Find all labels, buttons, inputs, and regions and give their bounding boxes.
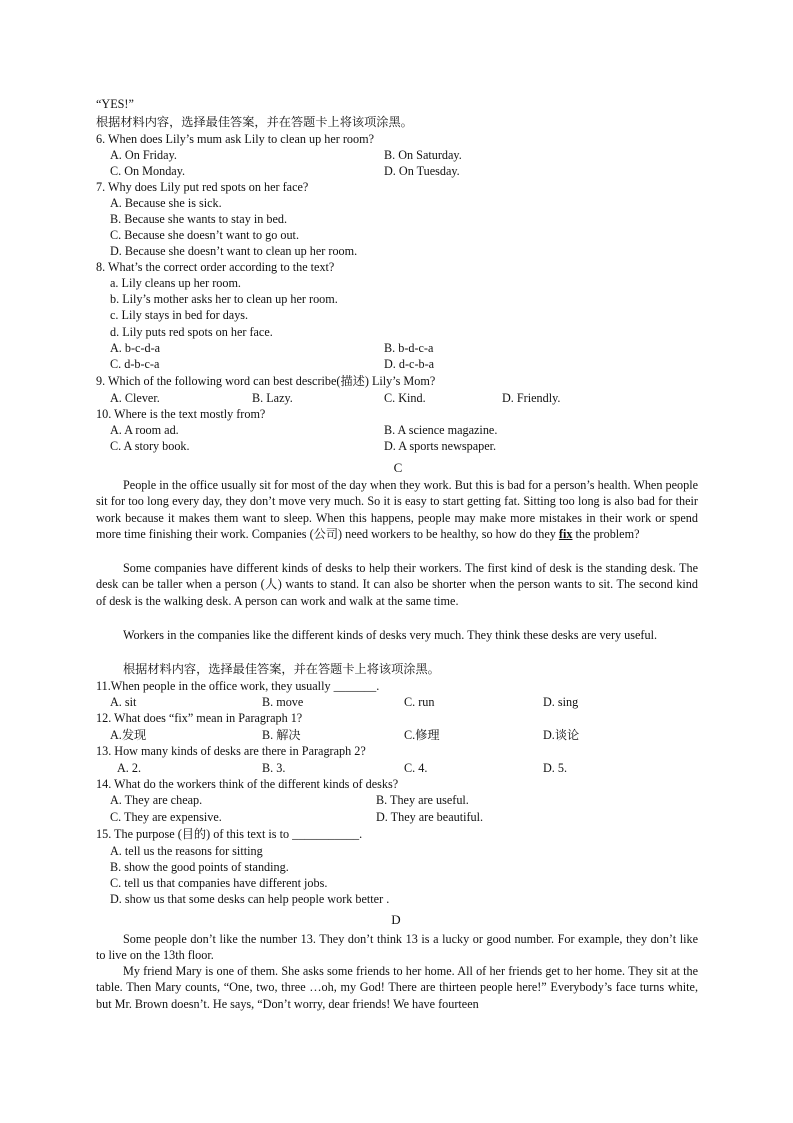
q8-option-c: C. d-b-c-a <box>110 357 160 371</box>
q15-option-b: B. show the good points of standing. <box>110 860 289 874</box>
q12-option-a: A.发现 <box>110 728 147 742</box>
question-6: 6. When does Lily’s mum ask Lily to clean up her room? <box>96 132 374 146</box>
q9-option-d: D. Friendly. <box>502 391 561 405</box>
question-10: 10. Where is the text mostly from? <box>96 407 266 421</box>
q11-option-a: A. sit <box>110 695 137 709</box>
q10-option-a: A. A room ad. <box>110 423 179 437</box>
q6-option-a: A. On Friday. <box>110 148 177 162</box>
q8-option-d: D. d-c-b-a <box>384 357 435 371</box>
question-12: 12. What does “fix” mean in Paragraph 1? <box>96 711 303 725</box>
q8-event-b: b. Lily’s mother asks her to clean up her room. <box>110 292 338 306</box>
q9-option-c: C. Kind. <box>384 391 426 405</box>
q7-option-a: A. Because she is sick. <box>110 196 222 210</box>
question-9: 9. Which of the following word can best describe(描述) Lily’s Mom? <box>96 374 436 388</box>
q15-option-a: A. tell us the reasons for sitting <box>110 844 263 858</box>
q14-option-c: C. They are expensive. <box>110 810 222 824</box>
q11-option-c: C. run <box>404 695 435 709</box>
q7-option-d: D. Because she doesn’t want to clean up her room. <box>110 244 358 258</box>
q9-option-b: B. Lazy. <box>252 391 293 405</box>
q6-option-d: D. On Tuesday. <box>384 164 460 178</box>
q6-option-c: C. On Monday. <box>110 164 186 178</box>
q9-option-a: A. Clever. <box>110 391 160 405</box>
question-14: 14. What do the workers think of the different kinds of desks? <box>96 777 399 791</box>
para1-text-after: the problem? <box>572 527 640 542</box>
para1-text-before: People in the office usually sit for most of the day when they work. But this is bad for a person’s health. When people sit for too long every day, they don’t move very much. So it is easy to start getting fat. Sitting too long is also bad for their work because it makes them want to sleep. When this happens, people may make more mistakes in their work or spend more time finishing their work. Companies (公司) need workers to be healthy, so how do they <box>96 478 698 542</box>
yes-quote: “YES!” <box>96 97 134 111</box>
section-d-paragraph-1: Some people don’t like the number 13. They don’t think 13 is a lucky or good number. For example, they don’t like to live on the 13th floor. <box>96 932 698 963</box>
section-d-heading: D <box>391 912 401 927</box>
q13-option-a: A. 2. <box>117 761 142 775</box>
section-c-paragraph-3: Workers in the companies like the different kinds of desks very much. They think these desks are very useful. <box>123 628 657 642</box>
q7-option-b: B. Because she wants to stay in bed. <box>110 212 288 226</box>
q8-option-b: B. b-d-c-a <box>384 341 434 355</box>
q6-option-b: B. On Saturday. <box>384 148 462 162</box>
section-c-paragraph-1 <box>96 477 698 543</box>
q14-option-b: B. They are useful. <box>376 793 469 807</box>
q13-option-b: B. 3. <box>262 761 286 775</box>
question-15: 15. The purpose (目的) of this text is to ___________. <box>96 827 363 841</box>
q8-event-d: d. Lily puts red spots on her face. <box>110 325 273 339</box>
question-7: 7. Why does Lily put red spots on her face? <box>96 180 309 194</box>
q12-option-b: B. 解决 <box>262 728 301 742</box>
q14-option-d: D. They are beautiful. <box>376 810 484 824</box>
question-8: 8. What’s the correct order according to the text? <box>96 260 335 274</box>
q10-option-b: B. A science magazine. <box>384 423 498 437</box>
q15-option-c: C. tell us that companies have different jobs. <box>110 876 328 890</box>
q8-option-a: A. b-c-d-a <box>110 341 161 355</box>
question-13: 13. How many kinds of desks are there in Paragraph 2? <box>96 744 366 758</box>
q13-option-d: D. 5. <box>543 761 568 775</box>
question-11: 11.When people in the office work, they usually _______. <box>96 679 380 693</box>
q12-option-c: C.修理 <box>404 728 440 742</box>
q11-option-d: D. sing <box>543 695 579 709</box>
q12-option-d: D.谈论 <box>543 728 580 742</box>
q8-event-c: c. Lily stays in bed for days. <box>110 308 249 322</box>
q8-event-a: a. Lily cleans up her room. <box>110 276 241 290</box>
q7-option-c: C. Because she doesn’t want to go out. <box>110 228 299 242</box>
section-d-paragraph-2: My friend Mary is one of them. She asks some friends to her home. All of her friends get to her home. They sit at the table. Then Mary counts, “One, two, three …oh, my God! There are thirteen people here!” Everybody’s face turns white, but Mr. Brown doesn’t. He says, “Don’t worry, dear friends! We have fourteen <box>96 964 698 1011</box>
fix-word: fix <box>558 527 573 542</box>
instruction-c: 根据材料内容，选择最佳答案，并在答题卡上将该项涂黑。 <box>123 662 440 676</box>
instruction-b: 根据材料内容，选择最佳答案，并在答题卡上将该项涂黑。 <box>96 115 413 129</box>
q10-option-d: D. A sports newspaper. <box>384 439 497 453</box>
q11-option-b: B. move <box>262 695 304 709</box>
q15-option-d: D. show us that some desks can help people work better . <box>110 892 390 906</box>
section-c-heading: C <box>393 460 403 475</box>
q13-option-c: C. 4. <box>404 761 428 775</box>
section-c-paragraph-2: Some companies have different kinds of desks to help their workers. The first kind of desk is the standing desk. The desk can be taller when a person (人) wants to stand. It can also be shorter when the person wants to sit. The second kind of desk is the walking desk. A person can work and walk at the same time. <box>96 561 698 608</box>
q10-option-c: C. A story book. <box>110 439 190 453</box>
q14-option-a: A. They are cheap. <box>110 793 203 807</box>
